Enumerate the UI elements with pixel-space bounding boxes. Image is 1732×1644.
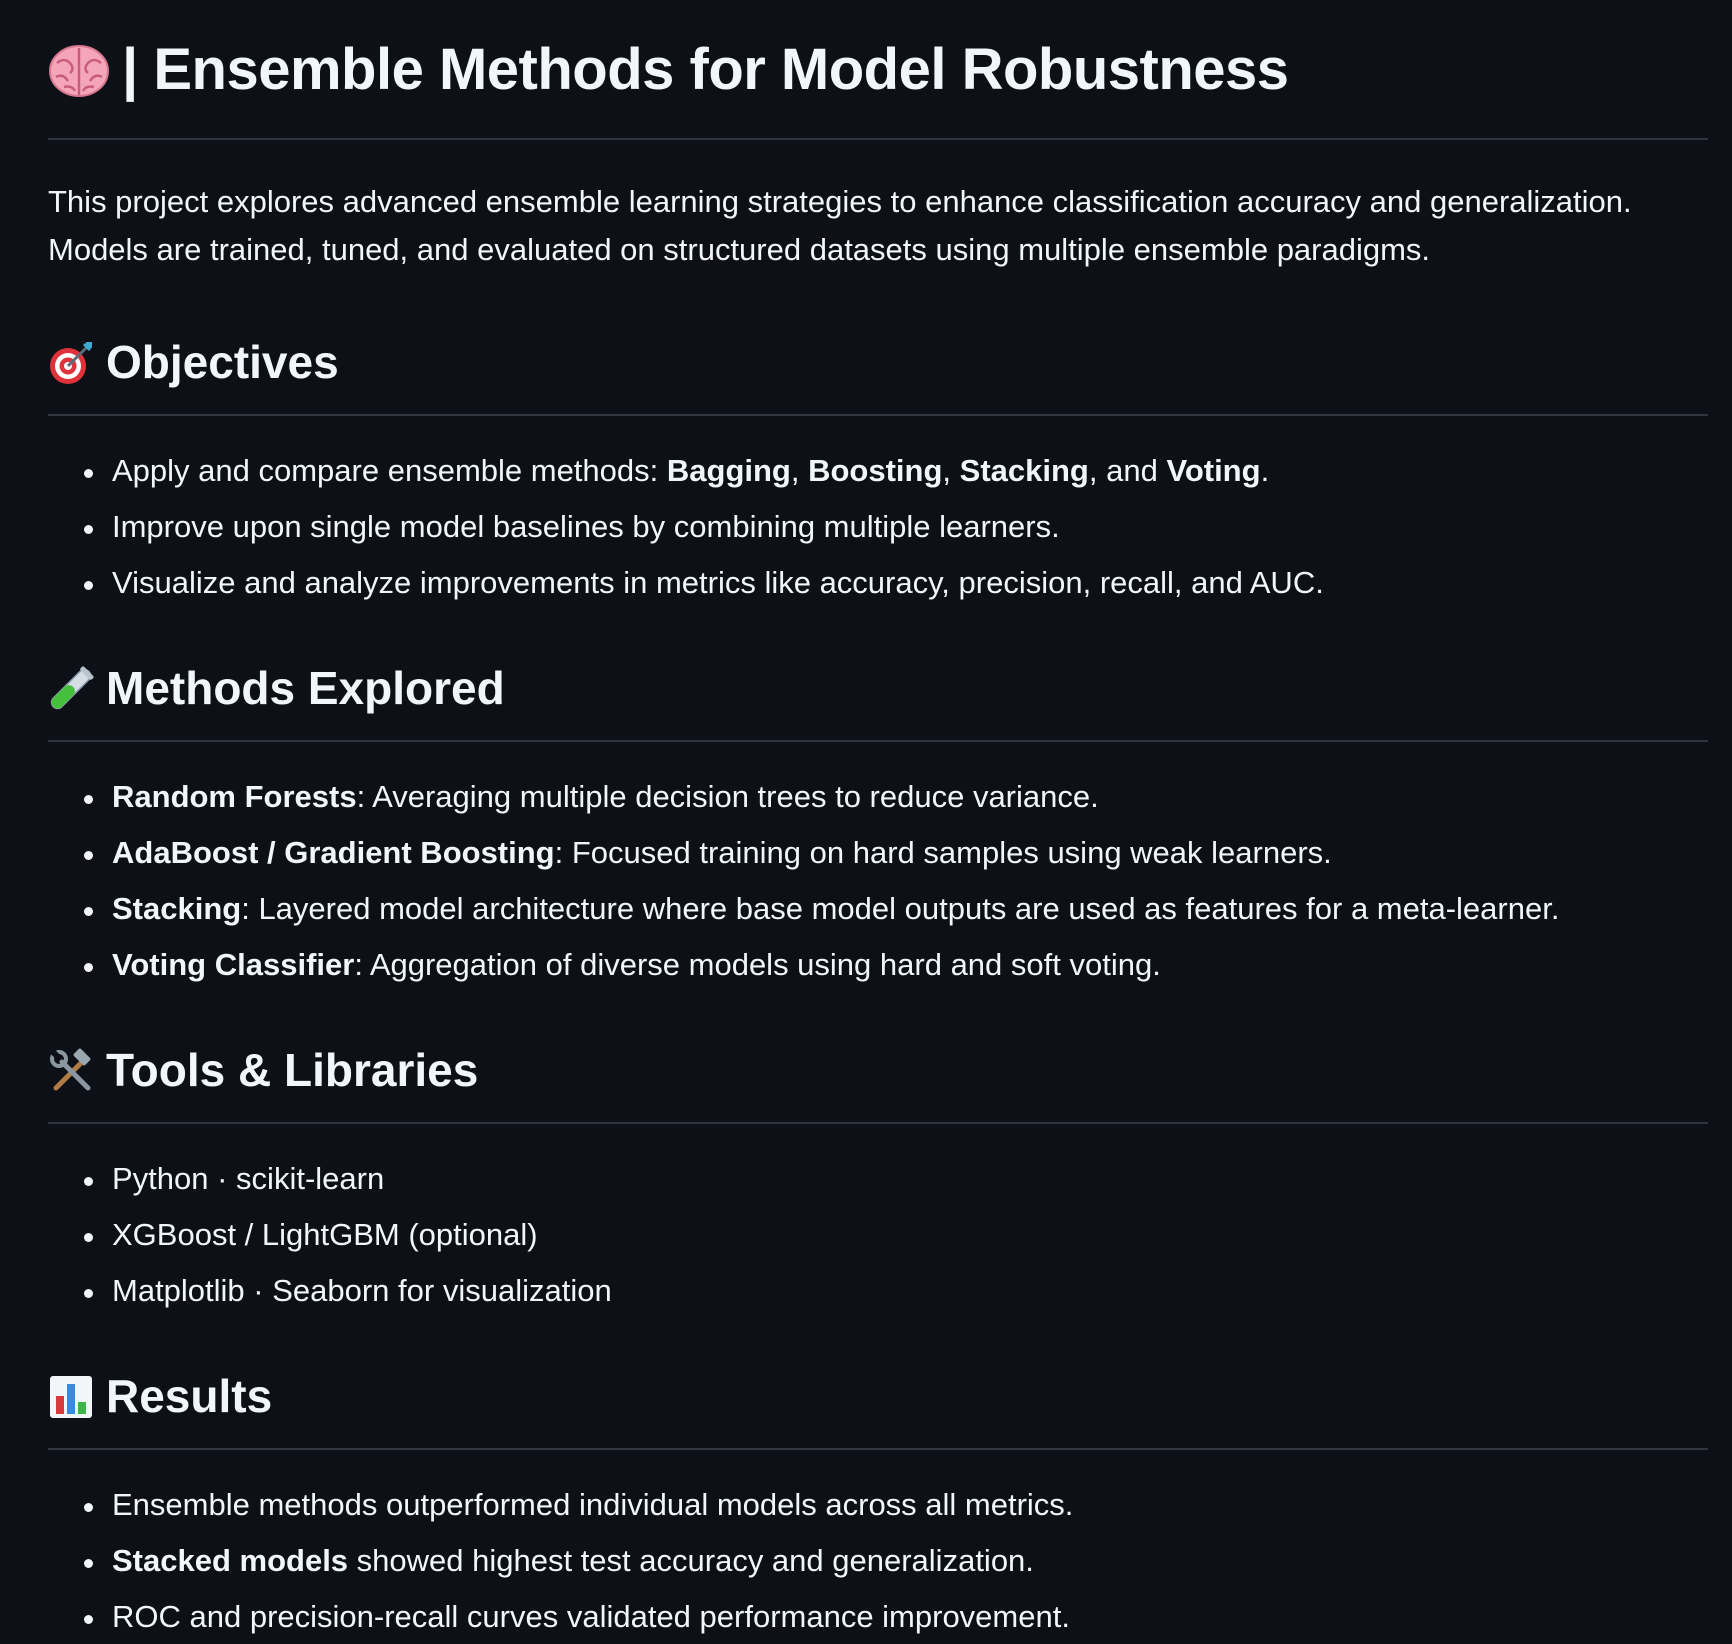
list-item: Random Forests: Averaging multiple decision trees to reduce variance. [112, 776, 1708, 818]
list-item: Ensemble methods outperformed individual models across all metrics. [112, 1484, 1708, 1526]
results-list [48, 1484, 1708, 1638]
list-item: ROC and precision-recall curves validated performance improvement. [112, 1596, 1708, 1638]
page-title-text: | Ensemble Methods for Model Robustness [122, 37, 1289, 102]
page-title [48, 22, 1708, 140]
tools-heading [48, 1034, 1708, 1124]
brain-icon [48, 32, 110, 128]
list-item: Stacked models showed highest test accuracy and generalization. [112, 1540, 1708, 1582]
list-item: AdaBoost / Gradient Boosting: Focused training on hard samples using weak learners. [112, 832, 1708, 874]
objectives-list [48, 450, 1708, 604]
list-item: XGBoost / LightGBM (optional) [112, 1214, 1708, 1256]
hammer-wrench-icon [48, 1042, 94, 1114]
list-item: Visualize and analyze improvements in metrics like accuracy, precision, recall, and AUC. [112, 562, 1708, 604]
methods-section [48, 652, 1708, 986]
methods-heading [48, 652, 1708, 742]
results-heading [48, 1360, 1708, 1450]
list-item: Matplotlib · Seaborn for visualization [112, 1270, 1708, 1312]
methods-heading-text: Methods Explored [106, 662, 505, 714]
results-heading-text: Results [106, 1370, 273, 1422]
bar-chart-icon [48, 1368, 94, 1440]
list-item: Python · scikit-learn [112, 1158, 1708, 1200]
list-item: Improve upon single model baselines by combining multiple learners. [112, 506, 1708, 548]
list-item: Stacking: Layered model architecture where base model outputs are used as features for a meta-learner. [112, 888, 1708, 930]
tools-heading-text: Tools & Libraries [106, 1044, 479, 1096]
target-icon [48, 334, 94, 406]
objectives-heading [48, 326, 1708, 416]
tools-section [48, 1034, 1708, 1312]
objectives-heading-text: Objectives [106, 336, 339, 388]
tools-list [48, 1158, 1708, 1312]
test-tube-icon [48, 660, 94, 732]
intro-paragraph: This project explores advanced ensemble learning strategies to enhance classification accuracy and generalization. Models are trained, tuned, and evaluated on structured datasets using multiple ensemble paradigms. [48, 184, 1632, 267]
list-item: Voting Classifier: Aggregation of diverse models using hard and soft voting. [112, 944, 1708, 986]
objectives-section [48, 326, 1708, 604]
results-section [48, 1360, 1708, 1638]
methods-list [48, 776, 1708, 986]
list-item: Apply and compare ensemble methods: Bagging, Boosting, Stacking, and Voting. [112, 450, 1708, 492]
